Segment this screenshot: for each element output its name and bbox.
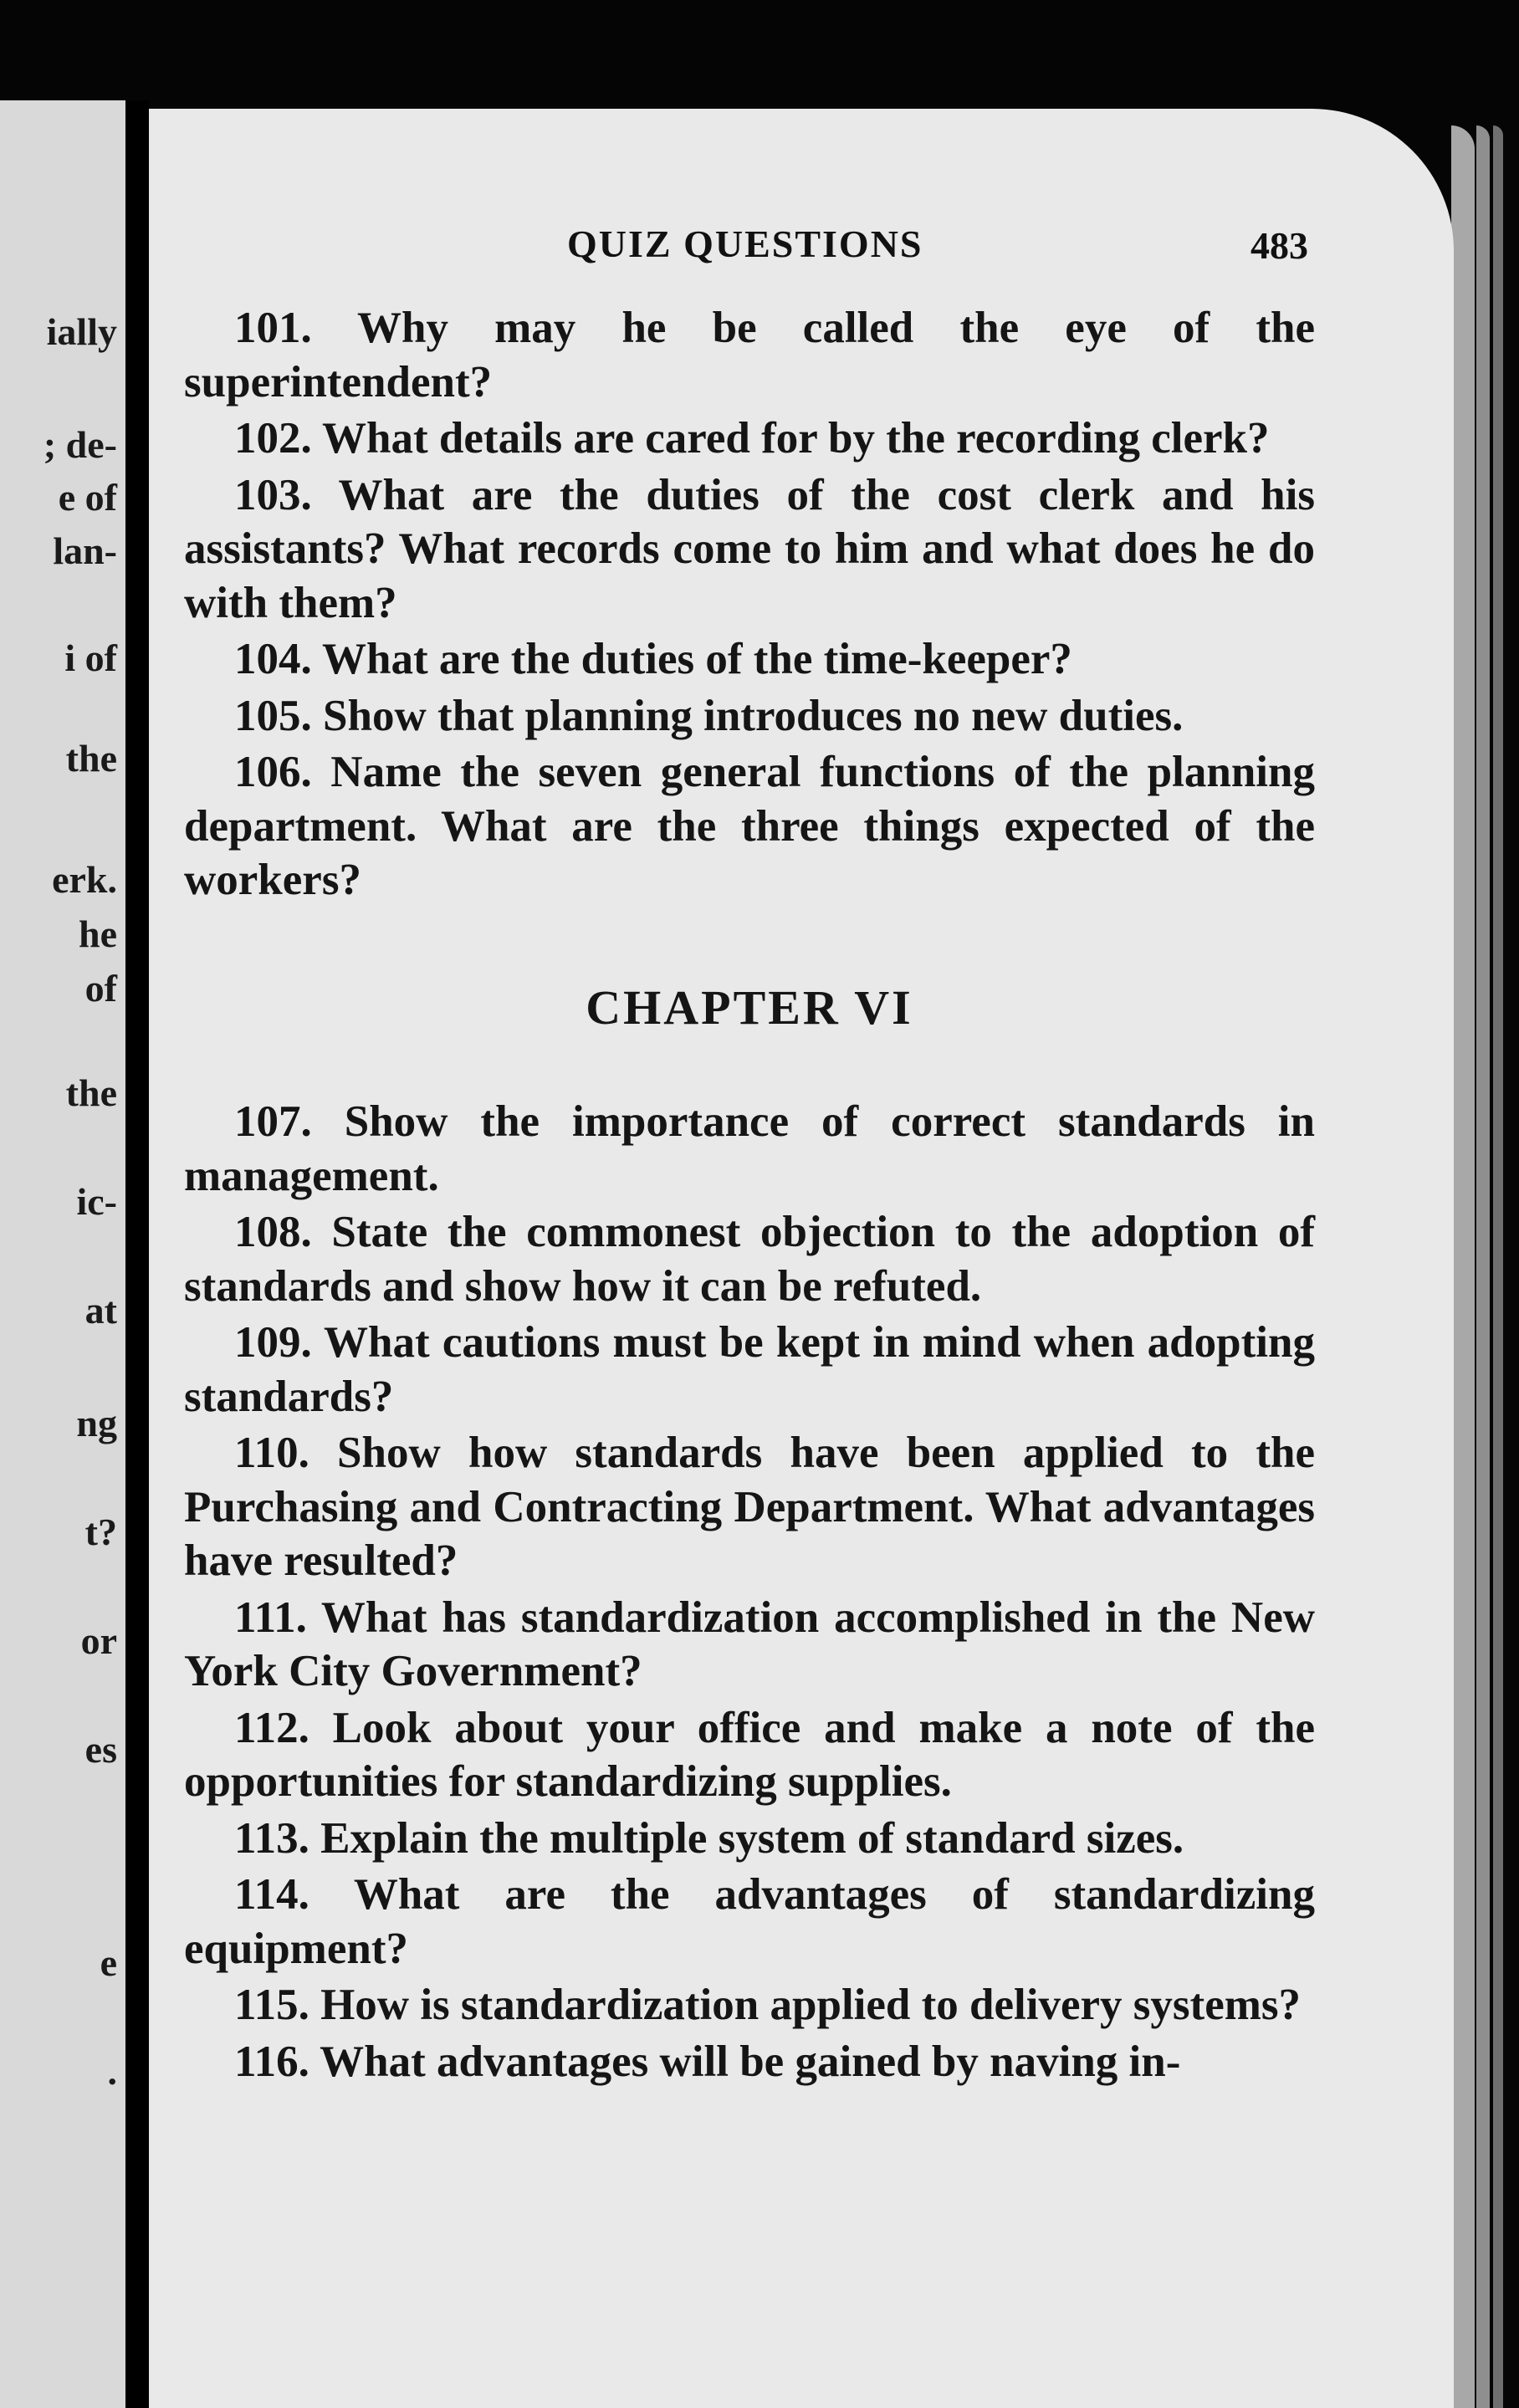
question-item: 107. Show the importance of correct standards in management. [184, 1097, 1315, 1200]
book-page [149, 109, 1454, 2408]
left-fragment: ially [46, 310, 117, 353]
left-fragment: ; de- [43, 423, 117, 466]
question-item: 112. Look about your office and make a note of the opportunities for standardizing supplies. [184, 1703, 1315, 1806]
left-fragment: ng [76, 1402, 117, 1444]
left-fragment: the [65, 1071, 117, 1114]
left-fragment: e of [58, 476, 117, 519]
question-item: 108. State the commonest objection to the adoption of standards and show how it can be refuted. [184, 1208, 1315, 1311]
question-item: 113. Explain the multiple system of standard sizes. [234, 1813, 1184, 1863]
left-fragment: lan- [53, 529, 117, 572]
question-item: 114. What are the advantages of standardizing equipment? [184, 1870, 1315, 1973]
page-edge [1493, 125, 1503, 2408]
question-item: 105. Show that planning introduces no new duties. [234, 691, 1184, 740]
question-item: 109. What cautions must be kept in mind when adopting standards? [184, 1318, 1315, 1421]
left-fragment: t? [84, 1511, 117, 1553]
question-item: 102. What details are cared for by the recording clerk? [234, 414, 1270, 463]
left-fragment: i of [64, 637, 117, 679]
left-fragment: of [84, 967, 117, 1010]
left-fragment: erk. [52, 858, 117, 901]
question-item: 116. What advantages will be gained by naving in- [234, 2037, 1181, 2086]
left-fragment: at [84, 1289, 117, 1332]
question-item: 110. Show how standards have been applied to the Purchasing and Contracting Department. What advantages have resulted? [184, 1429, 1315, 1585]
left-facing-page [0, 100, 125, 2408]
page-edge [1476, 125, 1490, 2408]
question-item: 104. What are the duties of the time-keeper? [234, 635, 1072, 683]
page-header [149, 222, 1454, 280]
question-item: 103. What are the duties of the cost clerk and his assistants? What records come to him and what does he do with them? [184, 470, 1315, 627]
left-fragment: or [80, 1619, 117, 1662]
book-gutter [125, 100, 149, 2408]
left-fragment: es [84, 1728, 117, 1771]
question-item: 111. What has standardization accomplished in the New York City Government? [184, 1593, 1315, 1695]
page-edge [1451, 125, 1475, 2408]
page-number: 483 [1250, 224, 1308, 267]
left-fragment: ic- [76, 1180, 117, 1223]
running-title: QUIZ QUESTIONS [567, 222, 923, 265]
question-item: 101. Why may he be called the eye of the superintendent? [184, 304, 1315, 406]
left-fragment: the [65, 737, 117, 780]
question-item: 106. Name the seven general functions of the planning department. What are the three things expected of the workers? [184, 748, 1315, 904]
page-body [184, 301, 1315, 2091]
left-fragment: e [100, 1941, 117, 1984]
chapter-heading: CHAPTER VI [586, 979, 913, 1035]
left-fragment: . [107, 2050, 117, 2093]
left-fragment: he [79, 913, 117, 955]
question-item: 115. How is standardization applied to delivery systems? [234, 1981, 1302, 2029]
